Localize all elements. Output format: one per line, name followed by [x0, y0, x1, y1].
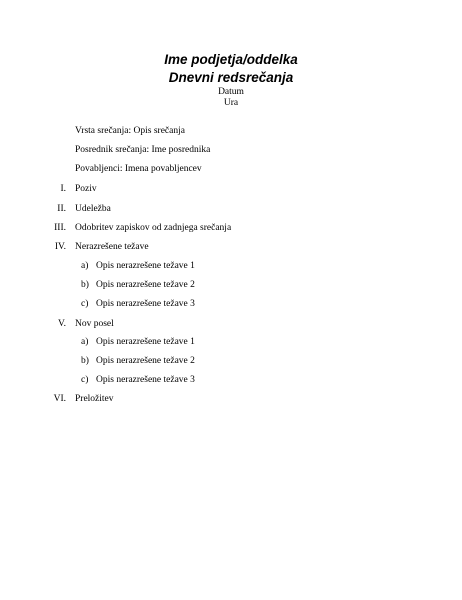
agenda-item-call: Poziv — [75, 184, 97, 194]
subitem-label: Opis nerazrešene težave 1 — [96, 261, 195, 271]
subitem-letter: a) — [81, 337, 89, 347]
company-name: Ime podjetja/oddelka — [164, 52, 298, 67]
agenda-number: III. — [54, 223, 66, 233]
subitem-label: Opis nerazrešene težave 2 — [96, 280, 195, 290]
agenda-item-new-business: Nov posel — [75, 319, 114, 329]
agenda-item-unresolved: Nerazrešene težave — [75, 242, 149, 252]
meeting-type: Vrsta srečanja: Opis srečanja — [75, 126, 185, 136]
meeting-facilitator: Posrednik srečanja: Ime posrednika — [75, 145, 211, 155]
meeting-time: Ura — [223, 98, 239, 108]
agenda-number: VI. — [53, 394, 66, 404]
agenda-number: I. — [60, 184, 66, 194]
subitem-label: Opis nerazrešene težave 3 — [96, 299, 195, 309]
agenda-number: IV. — [54, 242, 66, 252]
document-title: Dnevni redsrečanja — [168, 70, 294, 85]
subitem-label: Opis nerazrešene težave 3 — [96, 375, 195, 385]
agenda-item-attendance: Udeležba — [75, 204, 111, 214]
agenda-number: V. — [57, 319, 66, 329]
subitem-label: Opis nerazrešene težave 2 — [96, 356, 195, 366]
agenda-item-minutes: Odobritev zapiskov od zadnjega srečanja — [75, 223, 232, 233]
meeting-date: Datum — [218, 87, 244, 97]
agenda-item-adjournment: Preložitev — [75, 394, 114, 404]
meeting-invitees: Povabljenci: Imena povabljencev — [75, 164, 202, 174]
agenda-number: II. — [57, 204, 66, 214]
subitem-letter: b) — [81, 280, 89, 290]
subitem-letter: c) — [81, 375, 89, 385]
subitem-label: Opis nerazrešene težave 1 — [96, 337, 195, 347]
subitem-letter: a) — [81, 261, 89, 271]
subitem-letter: c) — [81, 299, 89, 309]
subitem-letter: b) — [81, 356, 89, 366]
